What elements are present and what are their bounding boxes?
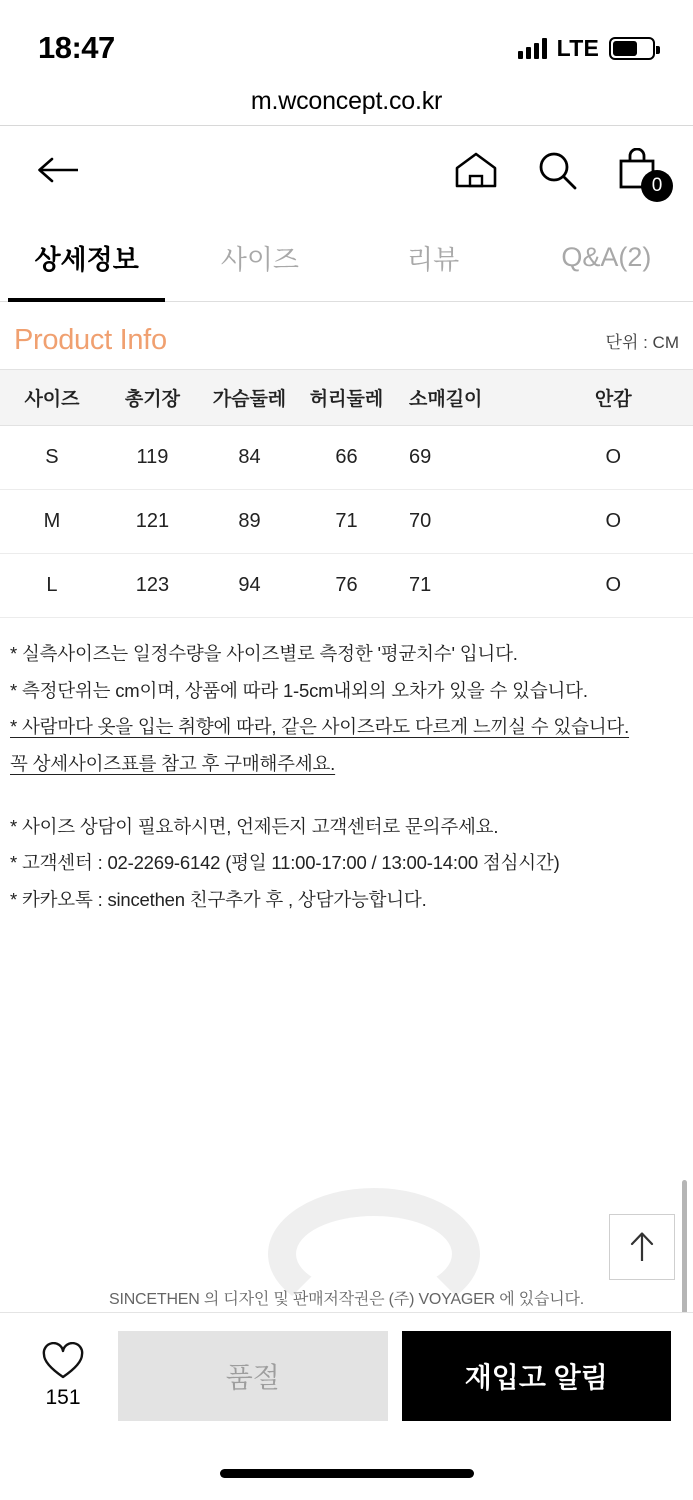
column-header-total-length: 총기장 [104, 370, 201, 426]
status-bar [0, 0, 693, 78]
tab-detail-info[interactable]: 상세정보 [0, 214, 173, 301]
note-line: * 측정단위는 cm이며, 상품에 따라 1-5cm내외의 오차가 있을 수 있습니다. [10, 679, 588, 701]
cell-sleeve: 70 [395, 490, 534, 554]
column-header-sleeve: 소매길이 [395, 370, 534, 426]
note-line: * 고객센터 : 02-2269-6142 (평일 11:00-17:00 / 13:00-14:00 점심시간) [10, 852, 560, 874]
app-header [0, 126, 693, 214]
tab-size[interactable]: 사이즈 [220, 245, 299, 275]
size-table [0, 369, 693, 618]
table-header-row [0, 370, 693, 426]
url-text: m.wconcept.co.kr [250, 87, 443, 115]
copyright-line-1: SINCETHEN 의 디자인 및 판매저작권은 (주) VOYAGER 에 있습니다. [108, 1291, 584, 1308]
tab-qna[interactable]: Q&A(2) [561, 242, 652, 272]
product-info-title: Product Info [14, 324, 167, 356]
back-arrow-icon[interactable] [34, 152, 82, 188]
note-line: * 사이즈 상담이 필요하시면, 언제든지 고객센터로 문의주세요. [10, 815, 499, 837]
note-line: * 카카오톡 : sincethen 친구추가 후 , 상담가능합니다. [10, 889, 427, 911]
cell-lining: O [534, 490, 693, 554]
size-notes [0, 618, 693, 915]
browser-url-bar[interactable] [0, 78, 693, 126]
like-count: 151 [45, 1385, 81, 1409]
cell-size: L [0, 554, 104, 618]
like-button[interactable] [22, 1342, 104, 1410]
column-header-chest: 가슴둘레 [201, 370, 298, 426]
note-line: * 사람마다 옷을 입는 취향에 따라, 같은 사이즈라도 다르게 느끼실 수 있습니다. [10, 716, 630, 738]
column-header-size: 사이즈 [0, 370, 104, 426]
cell-lining: O [534, 554, 693, 618]
battery-icon [609, 37, 655, 60]
cell-chest: 89 [201, 490, 298, 554]
heart-icon [41, 1342, 85, 1382]
table-row [0, 554, 693, 618]
cell-total-length: 119 [104, 426, 201, 490]
status-indicators [518, 35, 655, 62]
cell-chest: 84 [201, 426, 298, 490]
bottom-action-bar [0, 1312, 693, 1438]
home-icon[interactable] [453, 150, 499, 190]
page-scrollbar[interactable] [682, 1180, 687, 1328]
product-info-header [0, 302, 693, 369]
cart-count-badge: 0 [641, 170, 673, 202]
table-row [0, 490, 693, 554]
note-line: * 실측사이즈는 일정수량을 사이즈별로 측정한 '평균치수' 입니다. [10, 643, 518, 664]
cell-lining: O [534, 426, 693, 490]
cell-waist: 66 [298, 426, 395, 490]
column-header-waist: 허리둘레 [298, 370, 395, 426]
cell-size: M [0, 490, 104, 554]
restock-notify-button[interactable]: 재입고 알림 [402, 1331, 672, 1421]
home-indicator[interactable] [220, 1469, 474, 1478]
cell-waist: 76 [298, 554, 395, 618]
status-time: 18:47 [38, 30, 115, 65]
search-icon[interactable] [535, 148, 579, 192]
arrow-up-icon [627, 1230, 657, 1264]
cell-chest: 94 [201, 554, 298, 618]
signal-bars-icon [518, 37, 547, 59]
table-row [0, 426, 693, 490]
scroll-to-top-button[interactable] [609, 1214, 675, 1280]
cell-size: S [0, 426, 104, 490]
cell-waist: 71 [298, 490, 395, 554]
tab-review[interactable]: 리뷰 [407, 245, 460, 275]
detail-content [0, 302, 693, 915]
shopping-bag-icon[interactable] [615, 148, 663, 196]
note-line: 꼭 상세사이즈표를 참고 후 구매해주세요. [10, 753, 336, 775]
soldout-button[interactable]: 품절 [118, 1331, 388, 1421]
tab-bar [0, 214, 693, 302]
network-type-label: LTE [556, 34, 599, 61]
measurement-unit-label: 단위 : CM [605, 333, 679, 352]
cell-sleeve: 69 [395, 426, 534, 490]
cell-total-length: 121 [104, 490, 201, 554]
cell-sleeve: 71 [395, 554, 534, 618]
column-header-lining: 안감 [534, 370, 693, 426]
cell-total-length: 123 [104, 554, 201, 618]
